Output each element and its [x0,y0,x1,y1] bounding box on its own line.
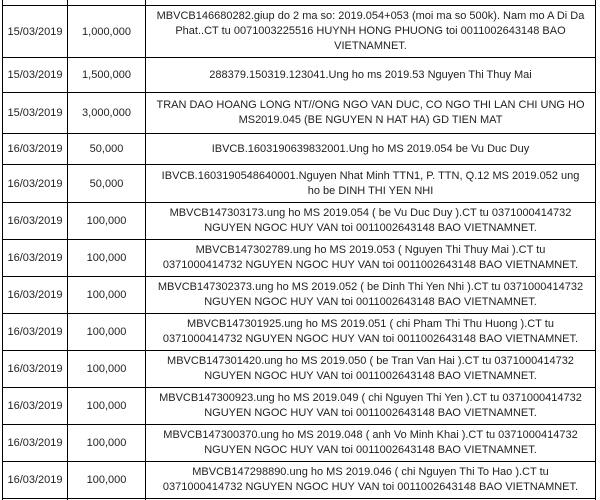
desc-cell: MBVCB147303173.ung ho MS 2019.054 ( be Vu Duc Duy ).CT tu 0371000414732 NGUYEN NGOC HUY VAN toi 0011002643148 BAO VIETNAMNET. [146,203,596,240]
desc-cell: MBVCB147300370.ung ho MS 2019.048 ( anh Vo Minh Khai ).CT tu 0371000414732 NGUYEN NGOC HUY VAN toi 0011002643148 BAO VIETNAMNET. [146,425,596,462]
desc-cell: TRAN DAO HOANG LONG NT//ONG NGO VAN DUC, CO NGO THI LAN CHI UNG HO MS2019.045 (BE NGUYEN N HAT HA) GD TIEN MAT [146,93,596,134]
date-cell: 15/03/2019 [3,6,68,58]
amount-cell: 100,000 [68,277,146,314]
date-cell: 16/03/2019 [3,425,68,462]
date-cell: 15/03/2019 [3,93,68,134]
table-body [3,0,596,500]
amount-cell: 100,000 [68,203,146,240]
desc-cell: IBVCB.1603190639832001.Ung ho MS 2019.054 be Vu Duc Duy [146,134,596,165]
table-row [3,388,596,425]
table-row [3,314,596,351]
desc-cell: MBVCB147300923.ung ho MS 2019.049 ( chi Nguyen Thi Yen ).CT tu 0371000414732 NGUYEN NGOC HUY VAN toi 0011002643148 BAO VIETNAMNET. [146,388,596,425]
date-cell: 16/03/2019 [3,388,68,425]
table-row [3,134,596,165]
date-cell: 16/03/2019 [3,314,68,351]
amount-cell: 100,000 [68,462,146,499]
amount-cell: 100,000 [68,425,146,462]
date-cell: 16/03/2019 [3,277,68,314]
desc-cell: MBVCB147301925.ung ho MS 2019.051 ( chi Pham Thi Thu Huong ).CT tu 0371000414732 NGUYEN NGOC HUY VAN toi 0011002643148 BAO VIETNAMNET. [146,314,596,351]
date-cell: 15/03/2019 [3,58,68,93]
table-row [3,425,596,462]
amount-cell: 1,500,000 [68,58,146,93]
amount-cell: 100,000 [68,351,146,388]
table-row [3,240,596,277]
amount-cell: 100,000 [68,240,146,277]
table-row [3,58,596,93]
amount-cell: 100,000 [68,388,146,425]
desc-cell: MBVCB147302373.ung ho MS 2019.052 ( be Dinh Thi Yen Nhi ).CT tu 0371000414732 NGUYEN NGOC HUY VAN toi 0011002643148 BAO VIETNAMNET. [146,277,596,314]
table-row [3,462,596,499]
date-cell: 16/03/2019 [3,203,68,240]
table-row [3,165,596,203]
desc-cell: IBVCB.1603190548640001.Nguyen Nhat Minh TTN1, P. TTN, Q.12 MS 2019.052 ung ho be DINH THI YEN NHI [146,165,596,203]
amount-cell: 50,000 [68,165,146,203]
date-cell: 16/03/2019 [3,462,68,499]
desc-cell: MBVCB147298890.ung ho MS 2019.046 ( chi Nguyen Thi To Hao ).CT tu 0371000414732 NGUYEN NGOC HUY VAN toi 0011002643148 BAO VIETNAMNET. [146,462,596,499]
donation-table [2,0,596,500]
desc-cell: MBVCB147301420.ung ho MS 2019.050 ( be Tran Van Hai ).CT tu 0371000414732 NGUYEN NGOC HUY VAN toi 0011002643148 BAO VIETNAMNET. [146,351,596,388]
date-cell: 16/03/2019 [3,165,68,203]
date-cell: 16/03/2019 [3,351,68,388]
table-row [3,93,596,134]
amount-cell: 3,000,000 [68,93,146,134]
amount-cell: 1,000,000 [68,6,146,58]
desc-cell: MBVCB146680282.giup do 2 ma so: 2019.054+053 (moi ma so 500k). Nam mo A Di Da Phat..CT tu 0071003225516 HUYNH HONG PHUONG toi 0011002643148 BAO VIETNAMNET. [146,6,596,58]
date-cell: 16/03/2019 [3,134,68,165]
desc-cell: 288379.150319.123041.Ung ho ms 2019.53 Nguyen Thi Thuy Mai [146,58,596,93]
table-row [3,351,596,388]
amount-cell: 50,000 [68,134,146,165]
desc-cell: MBVCB147302789.ung ho MS 2019.053 ( Nguyen Thi Thuy Mai ).CT tu 0371000414732 NGUYEN NGOC HUY VAN toi 0011002643148 BAO VIETNAMNET. [146,240,596,277]
table-row [3,203,596,240]
date-cell: 16/03/2019 [3,240,68,277]
table-row [3,6,596,58]
table-row [3,277,596,314]
amount-cell: 100,000 [68,314,146,351]
